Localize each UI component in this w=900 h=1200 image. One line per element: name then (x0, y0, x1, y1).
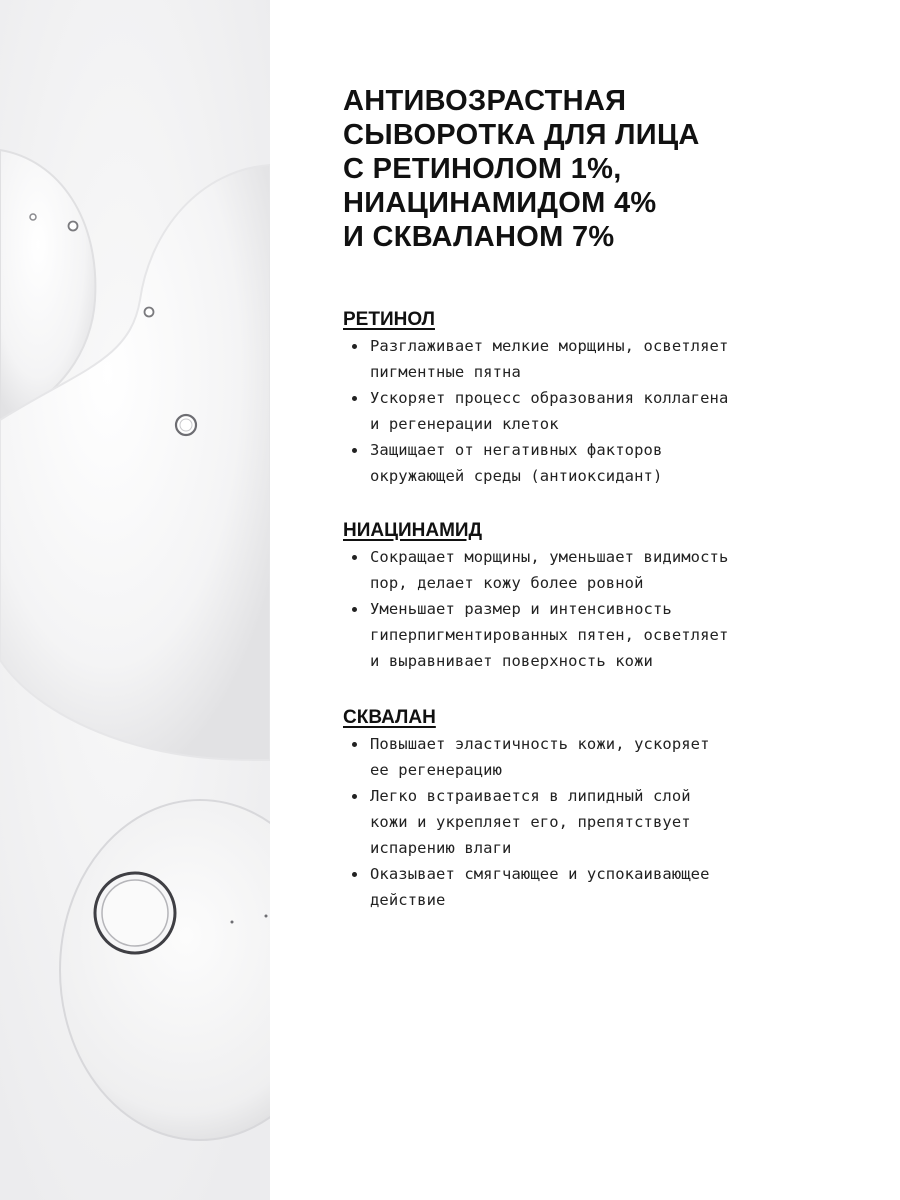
product-description (343, 84, 863, 913)
item-line: действие (370, 891, 446, 909)
item-line: окружающей среды (антиоксидант) (370, 467, 663, 485)
list-item (343, 861, 863, 913)
serum-bubbles-image (0, 0, 270, 1200)
list-item (343, 731, 863, 783)
item-line: Легко встраивается в липидный слой (370, 787, 691, 805)
item-line: пигментные пятна (370, 363, 521, 381)
section-squalane (343, 705, 863, 913)
item-line: и регенерации клеток (370, 415, 559, 433)
title-line: И СКВАЛАНОМ 7% (343, 221, 615, 253)
title-line: С РЕТИНОЛОМ 1%, (343, 153, 622, 185)
title-line: СЫВОРОТКА ДЛЯ ЛИЦА (343, 119, 700, 151)
bullet-dot-icon (352, 344, 357, 349)
list-item (343, 385, 863, 437)
list-item (343, 783, 863, 861)
bullet-dot-icon (352, 794, 357, 799)
item-line: кожи и укрепляет его, препятствует (370, 813, 691, 831)
bullet-dot-icon (352, 607, 357, 612)
list-item (343, 544, 863, 596)
section-heading: РЕТИНОЛ (343, 309, 435, 330)
section-retinol (343, 307, 863, 489)
section-heading: СКВАЛАН (343, 707, 436, 728)
item-line: пор, делает кожу более ровной (370, 574, 644, 592)
item-line: Разглаживает мелкие морщины, осветляет (370, 337, 729, 355)
item-line: гиперпигментированных пятен, осветляет (370, 626, 729, 644)
item-line: и выравнивает поверхность кожи (370, 652, 653, 670)
bubbles-illustration (0, 0, 270, 1200)
bullet-dot-icon (352, 555, 357, 560)
section-niacinamide (343, 518, 863, 674)
bullet-dot-icon (352, 448, 357, 453)
product-title (343, 84, 863, 254)
item-line: Ускоряет процесс образования коллагена (370, 389, 729, 407)
section-heading: НИАЦИНАМИД (343, 520, 483, 541)
title-line: НИАЦИНАМИДОМ 4% (343, 187, 657, 219)
bullet-dot-icon (352, 742, 357, 747)
list-item (343, 596, 863, 674)
bullet-list (343, 731, 863, 913)
item-line: испарению влаги (370, 839, 512, 857)
item-line: Уменьшает размер и интенсивность (370, 600, 672, 618)
item-line: Оказывает смягчающее и успокаивающее (370, 865, 710, 883)
bullet-dot-icon (352, 396, 357, 401)
title-line: АНТИВОЗРАСТНАЯ (343, 85, 627, 117)
list-item (343, 333, 863, 385)
item-line: Защищает от негативных факторов (370, 441, 663, 459)
item-line: ее регенерацию (370, 761, 503, 779)
item-line: Сокращает морщины, уменьшает видимость (370, 548, 729, 566)
item-line: Повышает эластичность кожи, ускоряет (370, 735, 710, 753)
list-item (343, 437, 863, 489)
bullet-dot-icon (352, 872, 357, 877)
bullet-list (343, 333, 863, 489)
bullet-list (343, 544, 863, 674)
